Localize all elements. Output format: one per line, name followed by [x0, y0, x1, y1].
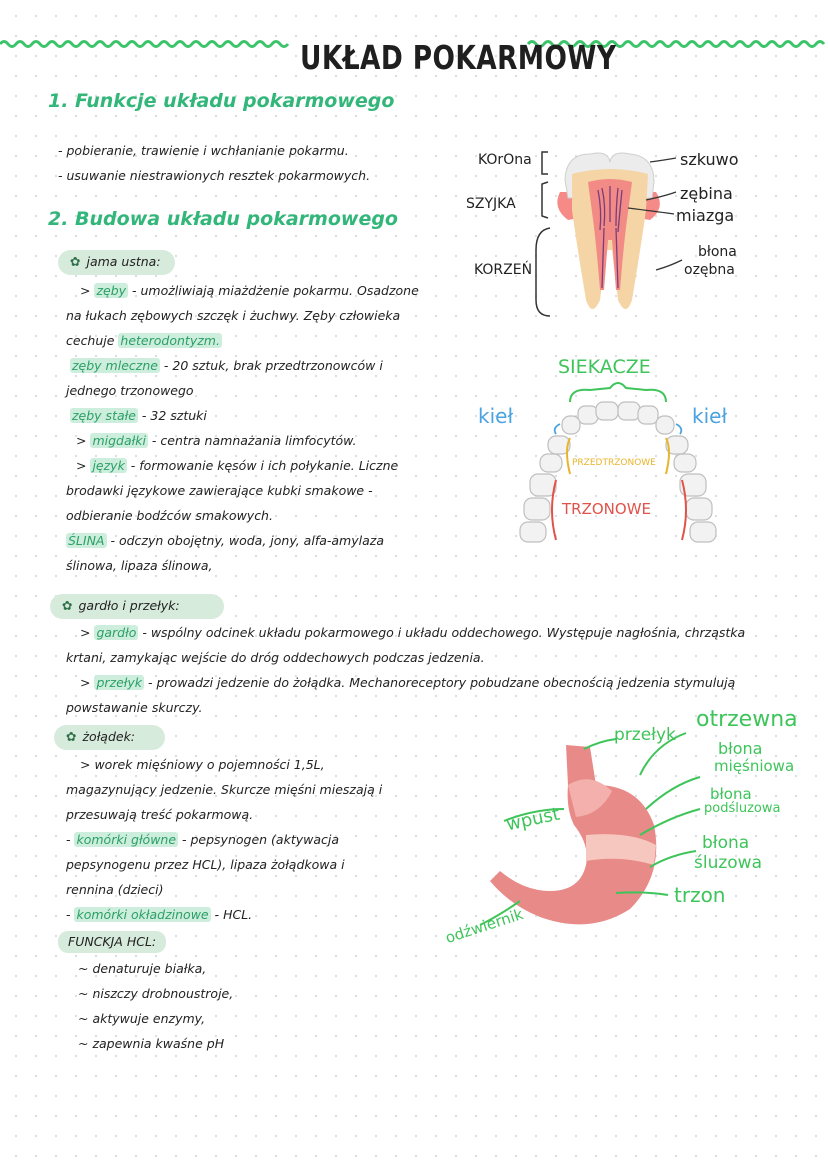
tooth-label-szyjka: SZYJKA: [466, 196, 516, 212]
jezyk-line-3: odbieranie bodźców smakowych.: [66, 508, 273, 523]
slina-line-2: ślinowa, lipaza ślinowa,: [66, 558, 213, 573]
section2-heading: 2. Budowa układu pokarmowego: [48, 208, 398, 230]
przelyk-line-1: > przełyk - prowadzi jedzenie do żołądka. Mechanoreceptory pobudzane obecnością jedzenia stymulują: [80, 675, 736, 690]
jaw-illustration: [470, 350, 800, 550]
slina-line: ŚLINA - odczyn obojętny, woda, jony, alfa-amylaza: [68, 533, 384, 548]
flower-icon: ✿: [66, 729, 77, 744]
jezyk-line: > język - formowanie kęsów i ich połykanie. Liczne: [76, 458, 399, 473]
jezyk-line-2: brodawki językowe zawierające kubki smakowe -: [66, 483, 373, 498]
gardlo-line-2: krtani, zamykając wejście do dróg oddechowych podczas jedzenia.: [66, 650, 485, 665]
function-item-2: - usuwanie niestrawionych resztek pokarmowych.: [58, 168, 371, 183]
komorki-glowne-line-3: rennina (dzieci): [66, 882, 164, 897]
tooth-label-szkliwo: szkuwo: [680, 150, 739, 169]
komorki-glowne-line: - komórki główne - pepsynogen (aktywacja: [66, 832, 340, 847]
section1-heading: 1. Funkcje układu pokarmowego: [48, 90, 395, 112]
komorki-okladzinowe-line: - komórki okładzinowe - HCL.: [66, 907, 253, 922]
stomach-label-otrzewna: otrzewna: [696, 707, 798, 732]
tooth-label-blona: błona: [698, 244, 737, 260]
stomach-label-blona-podsluzowa-1: błona: [710, 785, 752, 803]
tooth-label-zebina: zębina: [680, 184, 733, 203]
stomach-label-blona-sluzowa-2: śluzowa: [694, 853, 762, 873]
zoladek-line-3: przesuwają treść pokarmową.: [66, 807, 254, 822]
flower-icon: ✿: [70, 254, 81, 269]
tooth-label-korona: KOrOna: [478, 152, 532, 168]
tooth-label-korzen: KORZEŃ: [474, 262, 533, 278]
stomach-label-przelyk: przełyk: [614, 725, 676, 745]
komorki-glowne-line-2: pepsynogenu przez HCL), lipaza żołądkowa i: [66, 857, 345, 872]
jaw-diagram: [470, 350, 800, 550]
tooth-diagram: [460, 140, 780, 330]
stomach-label-blona-miesniowa-1: błona: [718, 739, 763, 758]
zeby-stale-line: zęby stałe - 32 sztuki: [72, 408, 207, 423]
tooth-label-ozebna: ozębna: [684, 262, 735, 278]
zeby-line-1: > zęby - umożliwiają miażdżenie pokarmu. Osadzone: [80, 283, 419, 298]
tooth-label-miazga: miazga: [676, 206, 735, 225]
stomach-label-wpust: wpust: [504, 803, 562, 836]
zoladek-label: ✿ żołądek:: [54, 725, 165, 750]
hcl-item-2: ~ niszczy drobnoustroje,: [78, 986, 234, 1001]
funkcja-hcl-label: FUNCKJA HCL:: [58, 931, 166, 953]
jaw-label-przedtrzonowe: PRZEDTRZONOWE: [572, 458, 656, 468]
zoladek-line-2: magazynujący jedzenie. Skurcze mięśni mieszają i: [66, 782, 383, 797]
stomach-label-blona-sluzowa-1: błona: [702, 833, 750, 853]
stomach-label-blona-podsluzowa-2: podśluzowa: [704, 801, 781, 816]
zeby-mleczne-line: zęby mleczne - 20 sztuk, brak przedtrzonowców i: [72, 358, 383, 373]
jama-ustna-label: ✿ jama ustna:: [58, 250, 175, 275]
migdalki-line: > migdałki - centra namnażania limfocytów.: [76, 433, 357, 448]
gardlo-przelyk-label: ✿ gardło i przełyk:: [50, 594, 224, 619]
zoladek-line-1: > worek mięśniowy o pojemności 1,5L,: [80, 757, 325, 772]
hcl-item-1: ~ denaturuje białka,: [78, 961, 207, 976]
stomach-label-trzon: trzon: [674, 883, 726, 907]
stomach-diagram: [440, 705, 820, 955]
przelyk-line-2: powstawanie skurczy.: [66, 700, 203, 715]
hcl-item-4: ~ zapewnia kwaśne pH: [78, 1036, 225, 1051]
stomach-label-odzwiernik: odźwiernik: [443, 905, 526, 947]
stomach-label-blona-miesniowa-2: mięśniowa: [714, 757, 795, 775]
function-item-1: - pobieranie, trawienie i wchłanianie pokarmu.: [58, 143, 349, 158]
jaw-label-kiel-left: kieł: [478, 404, 514, 428]
jaw-label-kiel-right: kieł: [692, 404, 728, 428]
flower-icon: ✿: [62, 598, 73, 613]
zeby-line-2: na łukach zębowych szczęk i żuchwy. Zęby człowieka: [66, 308, 401, 323]
zeby-line-3: cechuje heterodontyzm.: [66, 333, 220, 348]
gardlo-line-1: > gardło - wspólny odcinek układu pokarmowego i układu oddechowego. Występuje nagłośnia, chrząstka: [80, 625, 746, 640]
page-title: UKŁAD POKARMOWY: [300, 38, 617, 77]
page-header: [0, 18, 828, 78]
jaw-label-siekacze: SIEKACZE: [558, 356, 651, 378]
zeby-mleczne-line-2: jednego trzonowego: [66, 383, 194, 398]
hcl-item-3: ~ aktywuje enzymy,: [78, 1011, 206, 1026]
jaw-label-trzonowe: TRZONOWE: [562, 500, 652, 518]
